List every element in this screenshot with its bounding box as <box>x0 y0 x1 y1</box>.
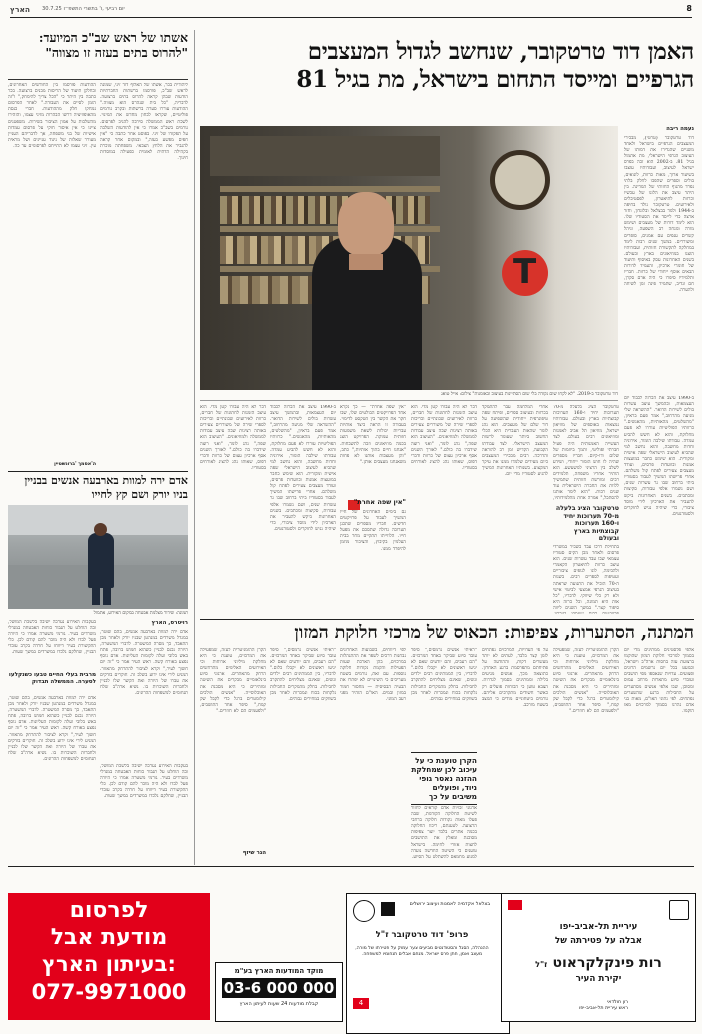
side-story2-text4: בעקבות האירוע נערכה ישיבה בלשכת המושל, ובה הוחלט על תגבור כוחות האבטחה במגדלי משרדים בעיר. גורמי משטרה אמרו כי היורה פעל לבדו ולא היה מוכר להם קודם לכן. כלי התקשורת בעיר דיווחו על חרדה בקרב עובדי הבניין, שחלקם נלכדו במשרדים במשך שעות. <box>100 764 188 800</box>
person-figure-icon <box>88 533 114 588</box>
issue-date: יום רביעי ,ו' בתשרי התשפ״ו 30.7.25 <box>42 6 125 12</box>
pull-quote: הקרן טוענת כי על עיכוב לכן שמחלקת ההזנה נאסר גופי ניוד, ופועלים משיבים על כך <box>411 756 477 801</box>
side-headline: אשתו של ראש שב"כ המיועד: "להרוס בתים בעזה זו מצווה" <box>38 30 188 60</box>
side-story2-text2: בעקבות האירוע נערכה ישיבה בלשכת המושל, ובה הוחלט על תגבור כוחות האבטחה במגדלי משרדים בעיר. גורמי משטרה אמרו כי היורה פעל לבדו ולא היה מוכר להם קודם לכן. כלי התקשורת בעיר דיווחו על חרדה בקרב עובדי הבניין, שחלקם נלכדו במשרדים במשך שעות. <box>8 620 96 656</box>
lead-headline-line1: האמן דוד טרטקובר, שנחשב לגדול המעצבים <box>307 38 694 65</box>
lead-text-c3: "אין שפה אחרת" — כך נקרא אחד הפרויקטים הבולטים שלו, שבו חקר את הקשר בין הטקסט לדימוי. בעבודה זו הראה כיצד אותיות עבריות יכולות לשאת משמעות חזותית עמוקה. הפרויקט הוצג בכמה מוזיאונים וזכה לתשבחות. "אנחנו חיים בתוך אותיות," כתב, "והן מעצבות אותנו לא פחות משאנחנו מעצבים אותן." <box>340 405 406 465</box>
ad-center-title: מוקד המודעות הארץ בע"מ <box>234 967 324 975</box>
side-story2-byline: רויטרס, הארץ <box>151 620 188 626</box>
ad-city-line1: עיריית תל-אביב-יפו <box>559 922 638 932</box>
side-story2-subhead: מרבית בעלי החיים טבעו כשנקלעו לסערה. הממשלה תבדוק <box>8 672 96 685</box>
lead-text-c1: אחרי המלחמה עבר להתמקד בכרזות ובעיצוב ספרים, ופיתח שפה טיפוגרפית ייחודית שהשפיעה על דור שלם של מעצבים. הוא נהג לומר שהאות העברית היא הכלי החשוב ביותר שעומד לרשות המעצב הישראלי. לצד עבודתו הקבועה, הקדיש זמן רב להוראה והדרכה. רבים מבכירי המעצבים כיום מעידים שלמדו ממנו את עיקר המקצוע. בשנותיו האחרונות המשיך להגיע לסטודיו מדי יום. <box>482 405 548 478</box>
ad-left-phone: 077-9971000 <box>31 980 187 1004</box>
lead-subhead: טרטקובר הציג בלעלה מ-70 תערוכות יחיד ו-160 תערוכות קבוצתיות בארץ ובעולם <box>555 505 619 542</box>
lead-photo: T <box>200 126 618 390</box>
side-story2-photo <box>8 505 188 609</box>
side-text-col2: ההודעות פורסמו בין החודשים האחרונים, ובחלקן תיעוד של הריסות מבנים ברצועה. בכר כתבה בין היתר כי "הכל צריך להימחק," ו"זה הזמן לסיים את העבודה." לאחר הפרסום נמחקו חלק מההודעות. חברי כנסת מהאופוזיציה דרשו הבהרות מזיני עצמו, והזהירו מהשלכות על אמון הציבור בשירות. משפטנים ציינו כי אין איסור חוקי על פרסום עמדות אישיות של בני משפחה, אך לדבריהם העניין מעורר שאלות של ניגוד עניינים ושל מראית עין. זיני עצמו לא התייחס לפרסומים עד כה. <box>8 83 96 149</box>
ad-city-sign2: ראש עיריית תל-אביב-יפו <box>579 1006 628 1011</box>
second-text-6: לפי דיווחים, בשבועות האחרונים נבחנות דרכים לשפר את ההתנהלות במרכזים, בהן הארכת שעות הפעילות והקמת נקודות חלוקה נוספות. עם זאת, גורמים בשטח מעריכים כי השינויים לא יפתרו את הבעיה הבסיסית — מחסור חמור במזון ובמים. האו"ם הזהיר מפני רעב המוני. <box>340 648 406 702</box>
lead-text-c6: דבר לא היה עבורו קטן מדי. הוא עיצב הזמנות לחתונות של חברים, כרזות לאירועים שכונתיים וכריכות לספרי שירה של משוררים צעירים באותה רצינות שבה עיצב עבודות לממשלה ולמוזיאונים. "העיצוב הוא שפה," נהג לומר, "ואני רוצה שידברו בה כולם." לאורך השנים אסף ארכיון עצום של כרזות ודברי דפוס, שאותו נהג להציג לאורחים בסטודיו. <box>200 405 266 471</box>
page-header <box>10 4 692 18</box>
second-text-8: הקרן ההומניטרית לעזה, שמפעילה את המרכזים, טוענת כי היא מחלקת מיליוני ארוחות וכי האירועים האלימים מתרחשים הרחק מהאתרים. ארגוני סיוע בינלאומיים מבקרים את השיטה ומזהירים כי היא מסכנת את האוכלוסייה. "אנשים הולכים קילומטרים ברגל כדי לקבל שק קמח," סיפר אחד התושבים, "ולפעמים הם לא חוזרים." <box>200 648 266 714</box>
ad-corner-badge-icon <box>508 900 522 910</box>
second-text-2: הקרן ההומניטרית לעזה, שמפעילה את המרכזים, טוענת כי היא מחלקת מיליוני ארוחות וכי האירועים האלימים מתרחשים הרחק מהאתרים. ארגוני סיוע בינלאומיים מבקרים את השיטה ומזהירים כי היא מסכנת את האוכלוסייה. "אנשים הולכים קילומטרים ברגל כדי לקבל שק קמח," סיפר אחד התושבים, "ולפעמים הם לא חוזרים." <box>553 648 619 714</box>
second-text-7: "ראיתי אנשים נרמסים," סיפר עובד סיוע שביקר באחד המרכזים. "הם רעבים, והם יודעים שאם לא יגיעו ראשונים לא יקבלו כלום." לדבריו, בין הממתינים רבים ילדים ונשים, שאינם מצליחים להתקרב לחבילות. בחלק מהמקרים החבילות נלקחות בכוח ונמכרות לאחר מכן בשווקים במחירים גבוהים. <box>270 648 336 702</box>
lead-text-r2: טרטקובר הציג בלעלה מ-70 תערוכות יחיד ו-160 תערוכות קבוצתיות בארץ ובעולם. עבודותיו נמצאות באוספים של מוזיאון ישראל, מוזיאון תל אביב לאמנות ומוזיאונים רבים בעולם. לצד העשייה האמנותית היה פעיל חברתי ופוליטי, ותמך ביוזמות של שלום ודו-קיום. חבריו מספרים שהיה לו חוש הומור ייחודי, ושידע לשלב בין הרציני למשעשע. הוא הותיר אחריו משפחה, תלמידים רבים ומורשת חזותית שתמשיך ללוות את החברה הישראלית עוד שנים רבות. "הוא לימד אותנו להסתכל," אמרה אחת מתלמידותיו, <box>553 405 619 501</box>
ad-city-sign1: רון חולדאי <box>607 1000 628 1005</box>
bezalel-logo-icon <box>353 900 375 922</box>
side-story2-text: אדם ירה למוות בארבעה אנשים, בהם שוטר, במגדל משרדים במנהטן שבניו יורק ולאחר מכן התאבד, כך מסרה המשטרה. לדברי המשטרה, היורה נכנס לבניין כשהוא חמוש ברובה, פתח באש בלובי ועלה לקומות העליונות. אדם נוסף נפצע באורח קשה. ראש העיר אמר כי "זה יום חשוך לעיר," וקרא לציבור להתרחק מהאזור. המניע לירי אינו ידוע בשלב זה. חוקרים בודקים את עברו של היורה ואת הקשר שלו לבניין ולחברות השוכרות בו. נשיא ארה"ב שלח תנחומים למשפחות ההרוגים. <box>100 630 188 696</box>
ad-left-line1: לפרסום <box>69 898 149 923</box>
ad-left-line3: בעיתון הארץ: <box>42 952 176 976</box>
side-story2-text3: אדם ירה למוות בארבעה אנשים, בהם שוטר, במגדל משרדים במנהטן שבניו יורק ולאחר מכן התאבד, כך מסרה המשטרה. לדברי המשטרה, היורה נכנס לבניין כשהוא חמוש ברובה, פתח באש בלובי ועלה לקומות העליונות. אדם נוסף נפצע באורח קשה. ראש העיר אמר כי "זה יום חשוך לעיר," וקרא לציבור להתרחק מהאזור. המניע לירי אינו ידוע בשלב זה. חוקרים בודקים את עברו של היורה ואת הקשר שלו לבניין ולחברות השוכרות בו. נשיא ארה"ב שלח תנחומים למשפחות ההרוגים. <box>8 696 96 762</box>
second-text-5: ארגוני זכויות אדם קוראים לחזור לשיטת החלוקה הקודמת, שבה פעלו מאות נקודות חלוקה ברחבי הרצועה. לטענתם, ריכוז החלוקה בכמה אתרים בלבד יוצר צפיפות מסוכנת ומאלץ את התושבים לחצות אזורי לחימה. בישראל טוענים כי השיטה החדשה נועדה למנוע מחמאס להשתלט על הסיוע. <box>411 806 477 860</box>
second-headline: המתנה, הסתערות, צפיפות: הכאוס של מרכזי חלוקת המזון <box>294 623 694 643</box>
ad-academy-org: בצלאל אקדמיה לאמנות ועיצוב ירושלים <box>409 902 490 907</box>
second-text-4: "ראיתי אנשים נרמסים," סיפר עובד סיוע שביקר באחד המרכזים. "הם רעבים, והם יודעים שאם לא יגיעו ראשונים לא יקבלו כלום." לדבריו, בין הממתינים רבים ילדים ונשים, שאינם מצליחים להתקרב לחבילות. בחלק מהמקרים החבילות נלקחות בכוח ונמכרות לאחר מכן בשווקים במחירים גבוהים. <box>411 648 477 702</box>
lead-text-c4: גם בימים האחרונים של חייו המשיך לעבוד על פרויקטים חדשים. חבריו מספרים שתכנן תערוכה גדולה שתסכם את מפעל חייו. הלווייתו תתקיים מחר בבית העלמין בקיבוץ, והציבור מוזמן להיפרד ממנו. <box>340 510 406 552</box>
side-story2-headline: אדם ירה למוות בארבעה אנשים בבניין בניו יורק ושם קץ לחייו <box>24 474 188 501</box>
second-text-1: אלפי פלסטינים ממתינים מדי יום בסמוך למרכזי חלוקת המזון שהוקמו ברצועת עזה בחסות ארה"ב וישראל, וכמעט בכל יום נרשמים הרוגים ופצועים. עדויות שנאספו מפי תושבים ועובדי סיוע מתארות מרחב עמוס ומסוכן, שבו אלפי אנשים מסתערים על החבילות ברגע שהשערים נפתחים. לפי נתוני האו"ם, מאות בני אדם נהרגו בסמוך למרכזים מאז הוקמו. <box>624 648 694 714</box>
ad-city-signature <box>508 1000 628 1012</box>
org-logo-icon <box>381 902 395 916</box>
lead-photo-caption: דוד טרטקובר ב-2019. "לא לקחו שום נקודה בלי שום הסתייגות בעיצוב ובאומנות" צילום: אייל טואג <box>441 392 618 397</box>
lead-text-r1: דוד טרטקובר (טרטי), מבכירי המעצבים הגרפיים בישראל ולאחד משניים שהגדירו את דמותו של העיצוב הגרפי הישראלי, מת אתמול בגיל 81. ב-2002 הוא זכה בפרס ישראל לעיצוב, ועבודותיו עוצבו בשיעור ארוך, מאות כרזות, לוגואים, בולים וספרים שהפכו לחלק בלתי נפרד מהנוף החזותי של המדינה. בין היתר עיצב את הלוגו של עכשיו וכרזות לתיאטרון, לפסטיבלים ולאירועים. טרטקובר נולד בחיפה ב-1944 ולמד בבצלאל ובלונדון, וחזר ארצה כדי לייסד את הסטודיו שלו. הוא לימד דורות של מעצבים ושימש מורה ומנחה רב השפעה, וניהל קשרים ענפים עם אמנים, סופרים ומשוררים. במשך שנים רבות לימד במחלקה לתקשורת חזותית, ועבודותיו הוצגו במוזיאונים בארץ ובעולם. בשנים האחרונות עסק באיסוף ותיעוד של חומרי ארכיון, והעמיד לדורות הבאים אוסף ייחודי של כרזות. חבריו ותלמידיו סיפרו כי היה אדם סקרן, חם ונדיב, שתמיד פינה זמן לשיחה ולהערה. <box>624 136 694 294</box>
ad-center-sub: קבלת מודעות 24 שעות לעיתון הארץ <box>239 1001 319 1007</box>
ad-city-title: יקירת העיר <box>575 974 622 984</box>
ad-city-suffix: ז"ל <box>535 960 548 969</box>
lead-headline-line2: הגרפיים ומייסד התחום בישראל, מת בגיל 81 <box>296 66 694 93</box>
lead-text-r1b: ב-1990 עיצב את הכרזה לכבוד יום העצמאות, ובהמשך עיצב עשרות בולים לשירות הדואר. "ההשראה שלי מגיעה מהרחוב," אמר פעם בראיון, "מהשלטים, מהאותיות, מהאנשים." כרזותיו הפוליטיות עוררו לא פעם מחלוקת, והוא לא חשש להביע עמדה. עבודתו שילבה הומור, אירוניה וחדות מחשבה, והוא נחשב למי שהביא לעיצוב הישראלי שפה אישית ומקורית. הוא שימש כחבר במועצות אמנות ובוועדות פרסים, ועודד מעצבים צעירים לפתח קול משלהם. אחרי פרישתו המשיך לעבוד בסטודיו ביתי ברחוב שבו גר עשרות שנים, ושם נשמרו אלפי עבודות, סקיצות ומכתבים. בשנים האחרונות ביקש להעביר את הארכיון לידי מוסד ציבורי, כדי שיהיה נגיש לחוקרים ולסטודנטים. <box>624 396 694 517</box>
ad-center-phone: 03-6 000 000 <box>223 979 335 997</box>
ad-badge: 4 <box>353 998 369 1009</box>
lead-text-r3: בתחילת דרכו עבד כשכיר במשרדי פרסום ולאחר מכן הקים סטודיו עצמאי שבו עבד עשרות שנים. הוא עיצב כרזות לתיאטרון הקאמרי ולהבימה, לוגו לגופים ציבוריים ועטיפות לספרים רבים. בשנות ה-70 הוביל את התנועה שראתה בעיצוב הגרפי אמצעי לביטוי אישי ולא רק כלי שיווקי. לדבריו, "כל אות היא תמונה, וכל כרזה היא סיפור קצר." במשך השנים ליווה <box>553 545 619 611</box>
pull-quote-box <box>411 752 477 805</box>
ad-city-line2: אבלה על פטירתה של <box>554 936 643 946</box>
ad-city-name-row <box>508 952 689 971</box>
second-text-3: על פי העדויות, המרכזים נפתחים לזמן קצר בלבד, לעתים לא יותר מעשרים דקות, וההודעה על פתיחתם מתפרסמת ברגע האחרון. כתוצאה מכך, אנשים מגיעים בלילה וממתינים בסמוך לגדרות. הצבא טוען כי הכוחות פועלים רק כאשר חשודים מתקרבים אליהם. גורמים ביטחוניים מודים כי המצב בשטח מורכב. <box>482 648 548 708</box>
ad-memorial-notice[interactable] <box>8 893 210 1020</box>
ad-city-name: רות פינקלקראוט <box>552 955 662 971</box>
ad-notices-center[interactable] <box>215 962 343 1022</box>
lead-text-c5: ב-1990 עיצב את הכרזה לכבוד יום העצמאות, ובהמשך עיצב עשרות בולים לשירות הדואר. "ההשראה שלי מגיעה מהרחוב," אמר פעם בראיון, "מהשלטים, מהאותיות, מהאנשים." כרזותיו הפוליטיות עוררו לא פעם מחלוקת, והוא לא חשש להביע עמדה. עבודתו שילבה הומור, אירוניה וחדות מחשבה, והוא נחשב למי שהביא לעיצוב הישראלי שפה אישית ומקורית. הוא שימש כחבר במועצות אמנות ובוועדות פרסים, ועודד מעצבים צעירים לפתח קול משלהם. אחרי פרישתו המשיך לעבוד בסטודיו ביתי ברחוב שבו גר עשרות שנים, ושם נשמרו אלפי עבודות, סקיצות ומכתבים. בשנים האחרונות ביקש להעביר את הארכיון לידי מוסד ציבורי, כדי שיהיה נגיש לחוקרים ולסטודנטים. <box>270 405 336 532</box>
paper-name: הארץ <box>10 5 31 14</box>
ad-academy-text: ההנהלה, הסגל והסטודנטים מביעים צער עמוק על פטירתו של מורה, מעצב ואמן, חתן פרס ישראל. מנחם אבלים תנחומיו למשפחה. <box>355 946 489 957</box>
second-byline: הגר שיזף <box>242 850 266 856</box>
lead-text-c2: דבר לא היה עבורו קטן מדי. הוא עיצב הזמנות לחתונות של חברים, כרזות לאירועים שכונתיים וכריכות לספרי שירה של משוררים צעירים באותה רצינות שבה עיצב עבודות לממשלה ולמוזיאונים. "העיצוב הוא שפה," נהג לומר, "ואני רוצה שידברו בה כולם." לאורך השנים אסף ארכיון עצום של כרזות ודברי דפוס, שאותו נהג להציג לאורחים בסטודיו. <box>411 405 477 471</box>
page-number: 8 <box>686 4 692 13</box>
ad-tel-aviv-municipality[interactable] <box>501 893 696 1022</box>
tel-aviv-logo-icon <box>669 900 689 920</box>
ad-academy-title: פרופ' דוד טרטקובר ז"ל <box>375 930 469 940</box>
lead-section-head: "אין שפה אחרת" <box>353 498 406 506</box>
side-text-col1: ליהודית בכר, אשתו של האלוף דוד זיני, שמונה לראש שב"כ, פורסמו ברשתות החברתיות הודעות שבהן קראה להרוס בתים ברצועה. לדבריה, "כל בית שנהרס הוא מצווה." ההודעות עוררו סערה ברשתות ובקרב גורמים פוליטיים, שקראו לבחון מחדש את המינוי. לשכת ראש הממשלה סירבה להגיב לפרסום. גורמים בשב"כ אמרו כי אין להודעות השלכה על תפקודו של זיני. בפוסט אחר כתבה כי "אין חפים מפשע בעזה," ובמקום אחר קראה להגביר את הלחץ הצבאי. משפחתה מוכרת בקהילה הדתית לאומית כפעילה במוסדות חינוך. <box>100 83 188 162</box>
side-column <box>8 30 188 60</box>
ad-bezalel-condolence[interactable] <box>346 893 510 1034</box>
lead-headline <box>200 38 694 94</box>
wall-clock-icon <box>490 150 550 210</box>
lead-byline: נעמה ריבה <box>666 126 694 132</box>
ad-left-line2: מודעת אבל <box>50 925 168 950</box>
side-story2-caption: תמונה: שידור מצלמת אבטחה במקום האירוע, אתמול <box>93 611 188 616</box>
side-byline: ה'אסמך 'ברונשטיין <box>54 462 96 467</box>
